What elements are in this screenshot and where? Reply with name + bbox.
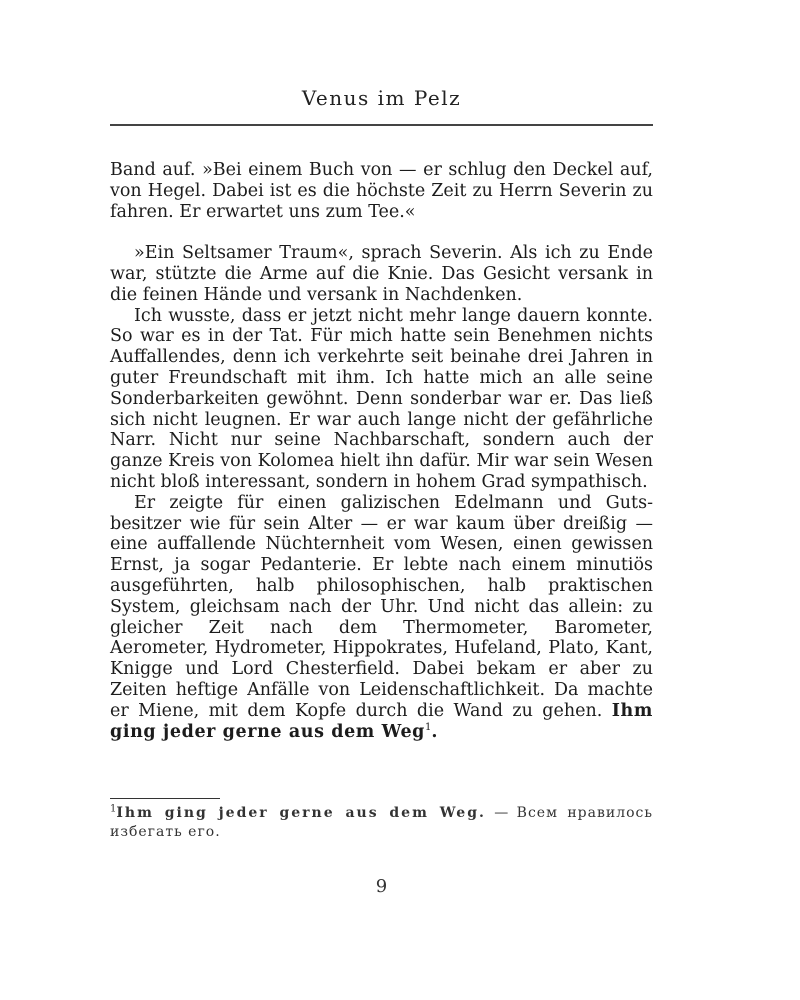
running-title: Venus im Pelz	[301, 86, 462, 110]
paragraph-4-text: Er zeigte für einen galizischen Edelmann und Gutsbesitzer wie für sein Alter — er war kaum über dreißig — eine auffallende Nüchternheit vom Wesen, einen gewissen Ernst, ja sogar Pedanterie. Er lebte nach einem minutiös ausgeführten, halb philosophischen, halb praktischen System, gleichsam nach der Uhr. Und nicht das allein: zu gleicher Zeit nach dem Thermometer, Barometer, Aerometer, Hydrometer, Hippokrates, Hufeland, Plato, Kant, Knigge und Lord Chesterfield. Dabei bekam er aber zu Zeiten heftige Anfälle von Leidenschaftlichkeit. Da machte er Miene, mit dem Kopfe durch die Wand zu gehen.	[110, 492, 653, 721]
footnote-rule	[110, 798, 220, 799]
footnote-translation: Всем нравилось избегать его.	[110, 805, 653, 840]
paragraph-4-end: .	[431, 721, 439, 742]
paragraph-1: Band auf. »Bei einem Buch von — er schlug den Deckel auf, von Hegel. Dabei ist es die höchste Zeit zu Herrn Severin zu fahren. Er erwartet uns zum Tee.«	[110, 160, 653, 222]
footnote	[110, 804, 653, 842]
paragraph-2: »Ein Seltsamer Traum«, sprach Severin. Als ich zu Ende war, stützte die Arme auf die Knie. Das Gesicht versank in die feinen Hände und versank in Nachdenken.	[110, 243, 653, 305]
paragraph-3: Ich wusste, dass er jetzt nicht mehr lange dauern konnte. So war es in der Tat. Für mich hatte sein Benehmen nichts Auffallendes, denn ich verkehrte seit beinahe drei Jahren in guter Freundschaft mit ihm. Ich hatte mich an alle seine Sonderbarkeiten gewöhnt. Denn sonderbar war er. Das ließ sich nicht leugnen. Er war auch lange nicht der gefährliche Narr. Nicht nur seine Nachbarschaft, sondern auch der ganze Kreis von Kolomea hielt ihn dafür. Mir war sein Wesen nicht bloß interessant, sondern in hohem Grad sympathisch.	[110, 305, 653, 492]
body-text	[110, 160, 653, 742]
footnote-reference: 1	[425, 721, 432, 733]
footnote-term: Ihm ging jeder gerne aus dem Weg.	[116, 805, 486, 821]
footnote-dash: —	[485, 805, 517, 821]
emphasized-phrase: Ihm ging jeder gerne aus dem Weg	[110, 700, 653, 742]
paragraph-4	[110, 493, 653, 743]
page-number: 9	[375, 876, 388, 897]
footnote-marker: 1	[110, 803, 117, 815]
header-rule	[110, 124, 653, 126]
